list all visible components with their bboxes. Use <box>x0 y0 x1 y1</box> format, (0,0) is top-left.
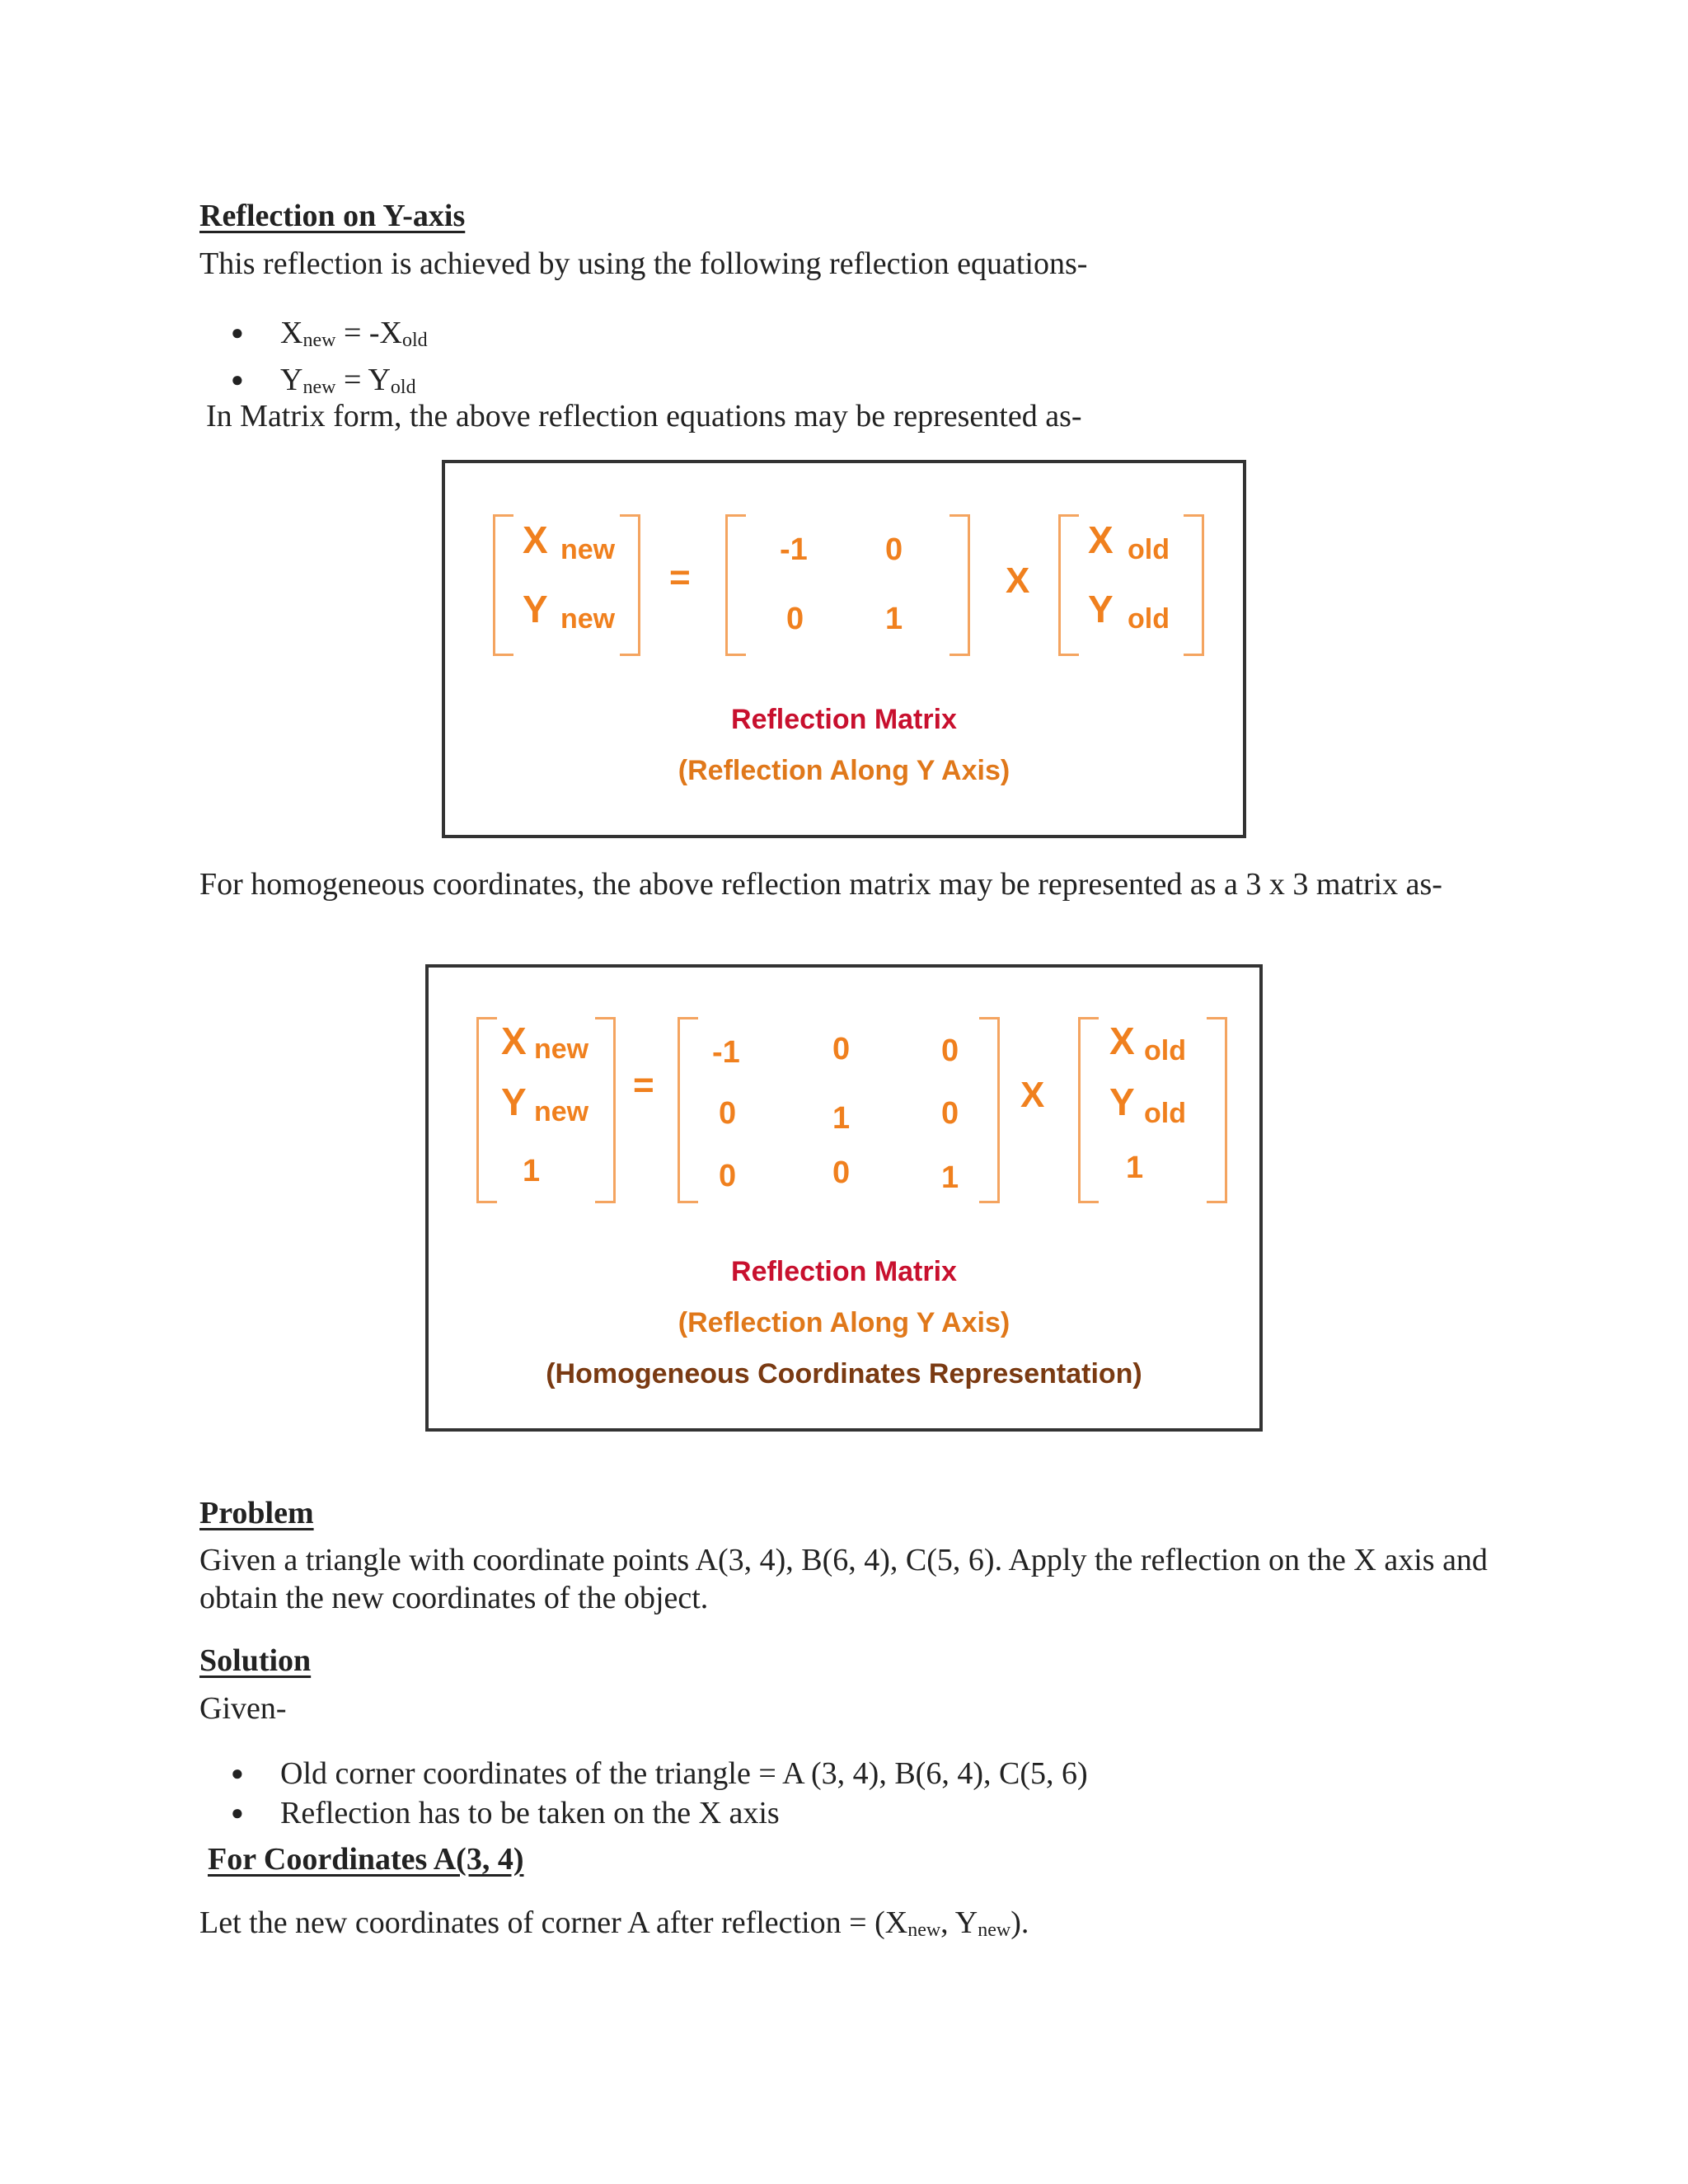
figure-caption-title: Reflection Matrix <box>731 1256 957 1287</box>
x-new-subscript: new <box>560 534 616 565</box>
matrix-cell: -1 <box>780 532 808 567</box>
y-new-symbol: Y <box>501 1080 527 1123</box>
matrix-cell: 0 <box>719 1159 737 1193</box>
x-old-symbol: X <box>1109 1019 1135 1062</box>
x-new-subscript: new <box>534 1033 589 1065</box>
multiply-sign: X <box>1006 560 1030 601</box>
matrix-cell: 0 <box>832 1155 851 1190</box>
list-item: ● Old corner coordinates of the triangle = A (3, 4), B(6, 4), C(5, 6) <box>231 1754 1088 1793</box>
figure-caption-title: Reflection Matrix <box>731 704 957 735</box>
bracket-left <box>678 1017 698 1203</box>
matrix-cell: 1 <box>832 1101 851 1136</box>
y-new-symbol: Y <box>523 588 548 630</box>
x-old-symbol: X <box>1088 518 1114 561</box>
y-old-symbol: Y <box>1109 1080 1135 1123</box>
x-new-symbol: X <box>501 1019 527 1062</box>
coordinates-a-heading: For Coordinates A(3, 4) <box>208 1842 524 1877</box>
list-item: ● $Y_{new} = Y_{old}$ <box>231 360 428 407</box>
bracket-left <box>1078 1017 1099 1203</box>
bracket-left <box>1058 514 1079 656</box>
figure-caption-subtitle-homogeneous: (Homogeneous Coordinates Representation) <box>546 1358 1142 1390</box>
problem-heading: Problem <box>199 1496 314 1530</box>
bracket-right <box>1184 514 1204 656</box>
section-heading-reflection-y: Reflection on Y-axis <box>199 199 466 233</box>
bracket-left <box>476 1017 497 1203</box>
bracket-right <box>620 514 640 656</box>
matrix-cell: -1 <box>712 1035 740 1070</box>
figure-caption-subtitle: (Reflection Along Y Axis) <box>678 755 1010 786</box>
matrix-cell: 0 <box>786 602 804 636</box>
homogeneous-intro-paragraph: For homogeneous coordinates, the above reflection matrix may be represented as a 3 x 3 matrix as- <box>199 867 1442 902</box>
matrix-cell: 1 <box>885 602 903 636</box>
matrix-intro-paragraph: In Matrix form, the above reflection equations may be represented as- <box>206 399 1082 434</box>
given-label: Given- <box>199 1691 287 1726</box>
matrix-cell: 1 <box>941 1160 959 1195</box>
equals-sign: = <box>633 1065 654 1105</box>
figure-caption-subtitle: (Reflection Along Y Axis) <box>678 1307 1010 1338</box>
y-new-subscript: new <box>534 1096 589 1127</box>
intro-paragraph: This reflection is achieved by using the following reflection equations- <box>199 246 1088 281</box>
matrix-cell: 0 <box>941 1096 959 1131</box>
bracket-left <box>725 514 746 656</box>
y-old-subscript: old <box>1144 1098 1186 1129</box>
matrix-cell: 0 <box>941 1033 959 1068</box>
matrix-cell: 0 <box>885 532 903 567</box>
x-old-subscript: old <box>1128 534 1170 565</box>
reflection-matrix-figure-3x3 <box>425 964 1263 1432</box>
bracket-left <box>493 514 513 656</box>
multiply-sign: X <box>1020 1075 1045 1115</box>
matrix-cell: 0 <box>719 1096 737 1131</box>
bracket-right <box>979 1017 1000 1203</box>
x-new-symbol: X <box>523 518 548 561</box>
y-old-symbol: Y <box>1088 588 1114 630</box>
list-item: ● Reflection has to be taken on the X axis <box>231 1793 1088 1833</box>
bracket-right <box>950 514 970 656</box>
equals-sign: = <box>669 557 691 598</box>
let-new-coordinates-text: Let the new coordinates of corner A after reflection = ($X_{new}$, $Y_{new}$). <box>199 1905 1029 1941</box>
x-old-subscript: old <box>1144 1035 1186 1066</box>
homogeneous-one: 1 <box>523 1154 541 1188</box>
reflection-matrix-figure-2x2 <box>442 460 1246 838</box>
equation-list <box>231 313 428 407</box>
y-new-subscript: new <box>560 603 616 635</box>
bracket-right <box>1207 1017 1227 1203</box>
bracket-right <box>595 1017 616 1203</box>
y-old-subscript: old <box>1128 603 1170 635</box>
list-item: ● $X_{new} = -X_{old}$ <box>231 313 428 360</box>
matrix-cell: 0 <box>832 1032 851 1066</box>
homogeneous-one: 1 <box>1126 1151 1144 1185</box>
problem-text: Given a triangle with coordinate points A(3, 4), B(6, 4), C(5, 6). Apply the reflection on the X axis and obtain the new coordinates of the object. <box>199 1543 1488 1615</box>
solution-heading: Solution <box>199 1643 312 1678</box>
given-list <box>231 1754 1088 1833</box>
